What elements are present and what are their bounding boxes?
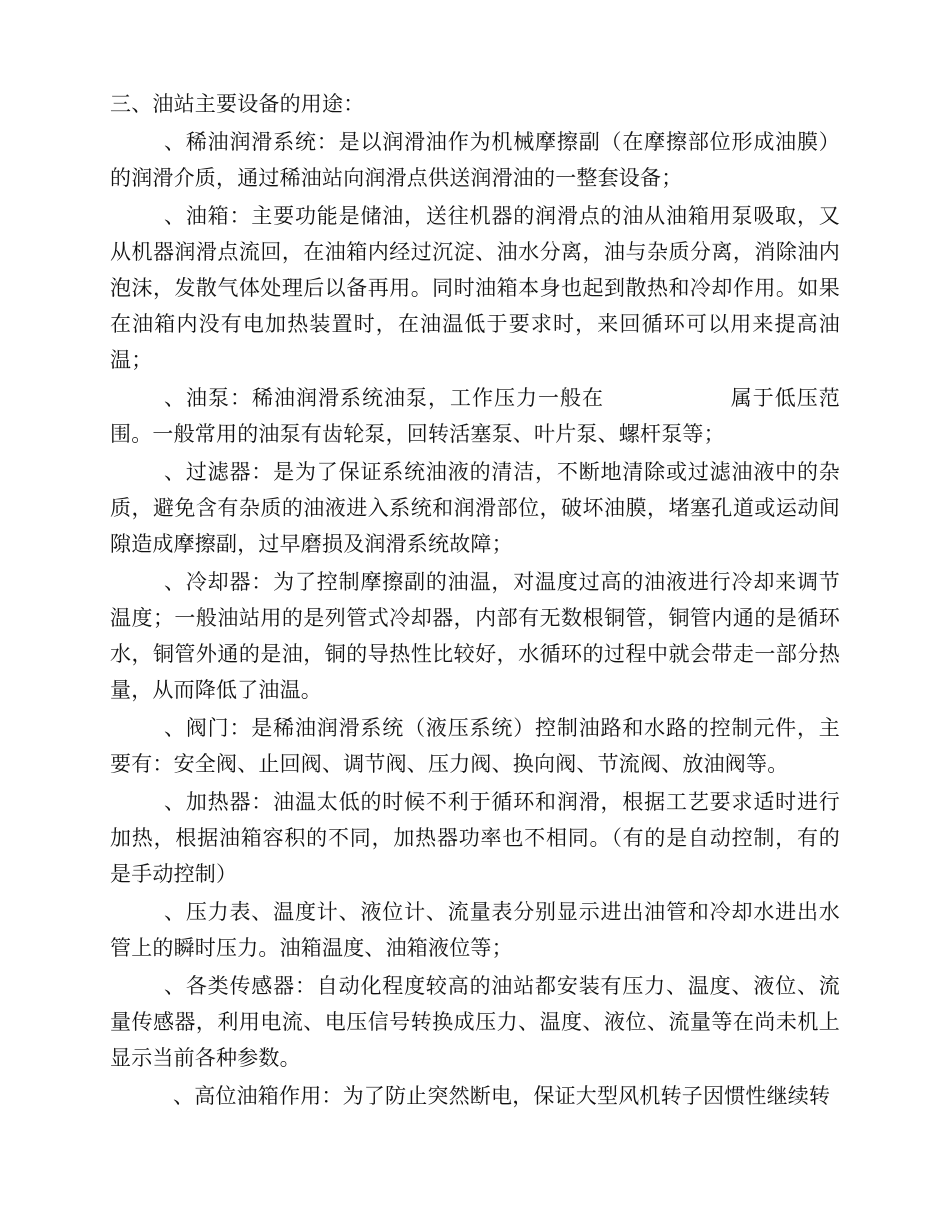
paragraph-filter: 、过滤器：是为了保证系统油液的清洁，不断地清除或过滤油液中的杂质，避免含有杂质的油液进入系统和润滑部位，破坏油膜，堵塞孔道或运动间隙造成摩擦副，过早磨损及润滑系统故障； bbox=[110, 460, 840, 556]
paragraph-sensors: 、各类传感器：自动化程度较高的油站都安装有压力、温度、液位、流量传感器，利用电流、电压信号转换成压力、温度、液位、流量等在尚未机上显示当前各种参数。 bbox=[110, 974, 840, 1070]
paragraph-high-tank: 、高位油箱作用：为了防止突然断电，保证大型风机转子因惯性继续转 bbox=[173, 1084, 831, 1108]
paragraph-lubrication-system: 、稀油润滑系统：是以润滑油作为机械摩擦副（在摩擦部位形成油膜）的润滑介质，通过稀油站向润滑点供送润滑油的一整套设备； bbox=[110, 130, 840, 190]
document-page bbox=[110, 86, 840, 1116]
paragraph-cooler: 、冷却器：为了控制摩擦副的油温，对温度过高的油液进行冷却来调节温度；一般油站用的是列管式冷却器，内部有无数根铜管，铜管内通的是循环水，铜管外通的是油，铜的导热性比较好，水循环的过程中就会带走一部分热量，从而降低了油温。 bbox=[110, 570, 840, 702]
paragraph-oil-tank: 、油箱：主要功能是储油，送往机器的润滑点的油从油箱用泵吸取，又从机器润滑点流回，在油箱内经过沉淀、油水分离，油与杂质分离，消除油内泡沫，发散气体处理后以备再用。同时油箱本身也起到散热和冷却作用。如果在油箱内没有电加热装置时，在油温低于要求时，来回循环可以用来提高油温； bbox=[110, 204, 840, 372]
pump-text-before: 、油泵：稀油润滑系统油泵，工作压力一般在 bbox=[164, 386, 604, 410]
pump-text-after: 属于低压范围。一般常用的油泵有齿轮泵，回转活塞泵、叶片泵、螺杆泵等； bbox=[110, 386, 840, 446]
paragraph-oil-pump bbox=[110, 380, 840, 452]
paragraph-valves: 、阀门：是稀油润滑系统（液压系统）控制油路和水路的控制元件，主要有：安全阀、止回阀、调节阀、压力阀、换向阀、节流阀、放油阀等。 bbox=[110, 716, 840, 776]
paragraph-gauges: 、压力表、温度计、液位计、流量表分别显示进出油管和冷却水进出水管上的瞬时压力。油箱温度、油箱液位等； bbox=[110, 900, 840, 960]
paragraph-heater: 、加热器：油温太低的时候不利于循环和润滑，根据工艺要求适时进行加热，根据油箱容积的不同，加热器功率也不相同。（有的是自动控制，有的是手动控制） bbox=[110, 790, 840, 886]
section-heading: 三、油站主要设备的用途： bbox=[110, 92, 365, 116]
